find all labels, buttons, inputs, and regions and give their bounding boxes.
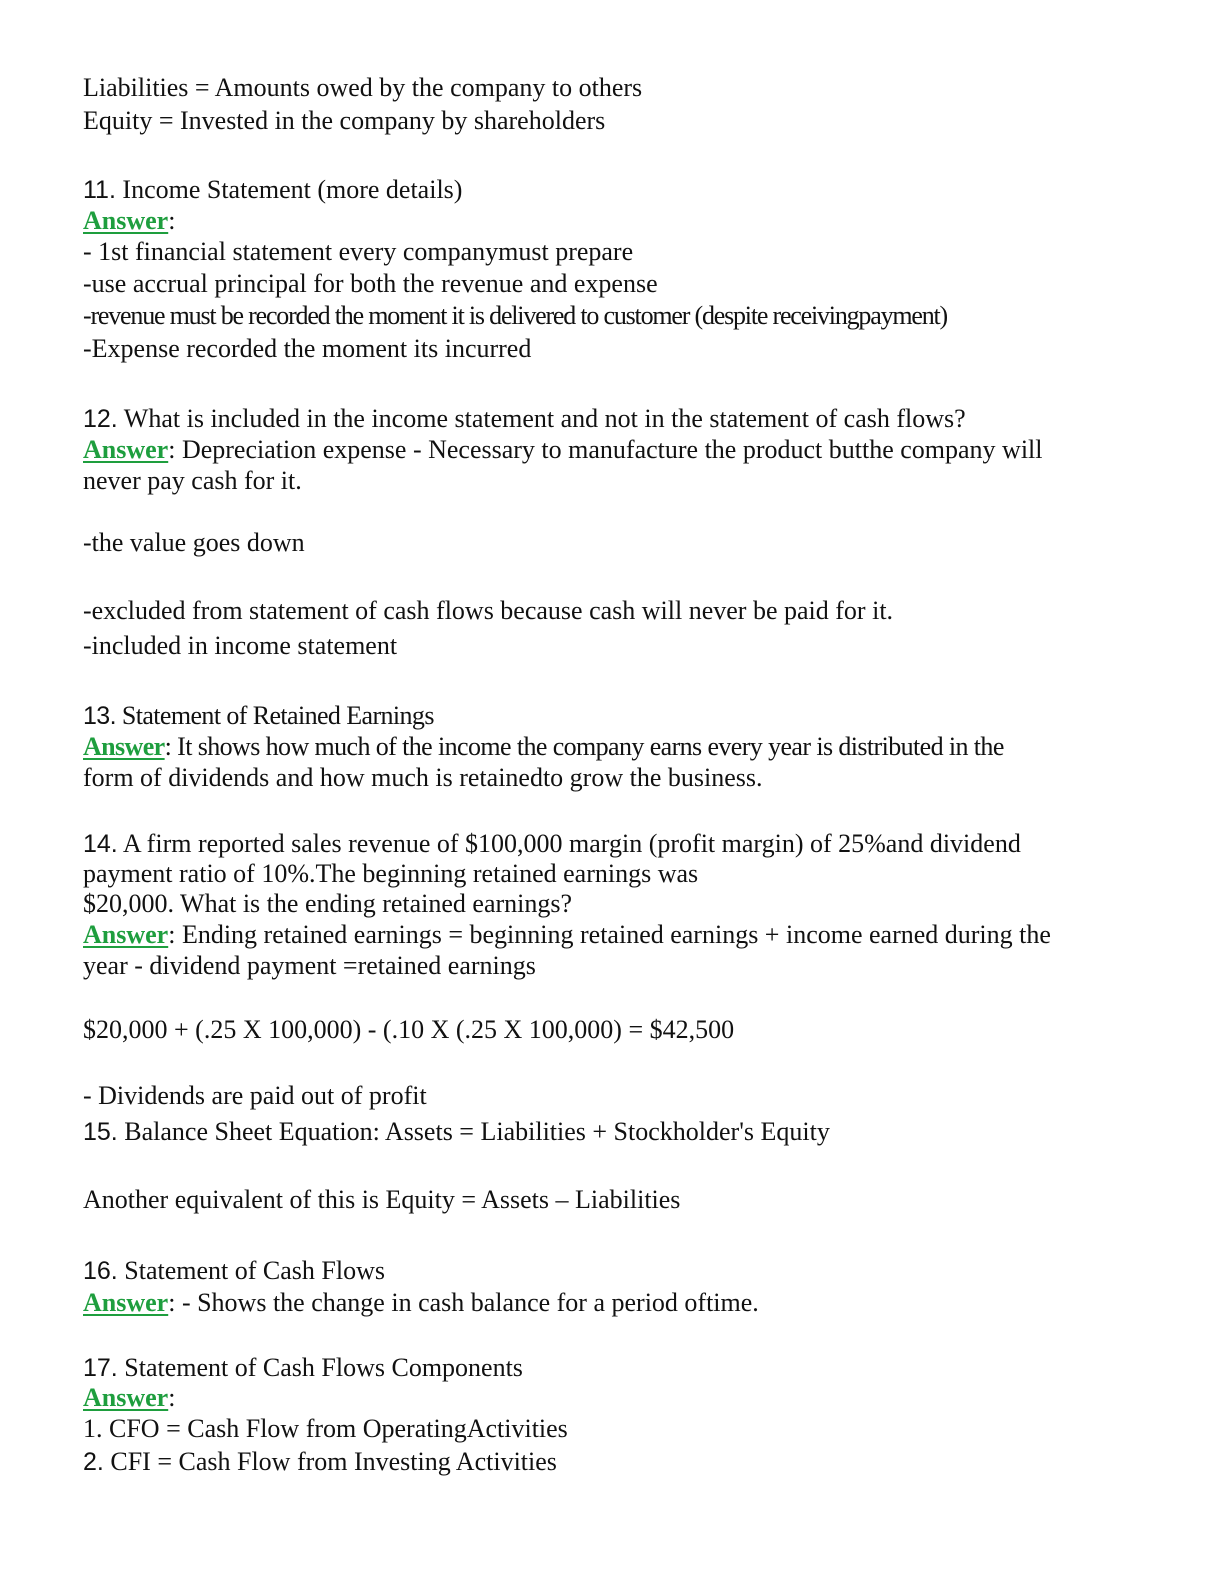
answer-16 <box>83 1287 759 1318</box>
question-title: Statement of Cash Flows <box>124 1256 385 1285</box>
answer-text: : <box>168 1383 176 1412</box>
answer-11-point-3: -revenue must be recorded the moment it is delivered to customer (despite receivingpayment) <box>83 301 948 330</box>
answer-17-item-1 <box>83 1413 568 1444</box>
answer-13-continued: form of dividends and how much is retainedto grow the business. <box>83 763 763 792</box>
answer-12-note-2: -excluded from statement of cash flows because cash will never be paid for it. <box>83 596 894 625</box>
answer-12-continued: never pay cash for it. <box>83 466 302 495</box>
question-11 <box>83 174 462 206</box>
intro-liabilities-line: Liabilities = Amounts owed by the company to others <box>83 73 643 102</box>
answer-label: Answer <box>83 1288 169 1317</box>
question-title: A firm reported sales revenue of $100,000 margin (profit margin) of 25%and dividend <box>122 829 1021 858</box>
question-15-note: Another equivalent of this is Equity = Assets – Liabilities <box>83 1185 681 1214</box>
answer-text: : Depreciation expense - Necessary to manufacture the product butthe company will <box>168 435 1043 464</box>
item-number: 2. <box>83 1448 104 1476</box>
intro-equity-line: Equity = Invested in the company by shareholders <box>83 106 606 135</box>
answer-12-note-1: -the value goes down <box>83 528 305 557</box>
answer-label: Answer <box>83 435 169 464</box>
answer-14-formula: $20,000 + (.25 X 100,000) - (.10 X (.25 X 100,000) = $42,500 <box>83 1015 735 1044</box>
answer-12 <box>83 434 1043 465</box>
question-12 <box>83 403 966 435</box>
answer-13 <box>83 731 1004 762</box>
question-title: Balance Sheet Equation: Assets = Liabilities + Stockholder's Equity <box>124 1117 830 1146</box>
question-title: Statement of Retained Earnings <box>121 701 434 730</box>
question-17 <box>83 1352 523 1384</box>
question-number: 17. <box>83 1354 118 1382</box>
answer-label: Answer <box>83 732 165 761</box>
question-13 <box>83 700 434 732</box>
answer-17-item-2 <box>83 1446 557 1478</box>
answer-text: : - Shows the change in cash balance for a period oftime. <box>168 1288 759 1317</box>
item-text: CFO = Cash Flow from OperatingActivities <box>102 1414 568 1443</box>
question-16 <box>83 1255 385 1287</box>
question-number: 16. <box>83 1257 118 1285</box>
answer-text: : <box>168 206 176 235</box>
answer-11-point-4: -Expense recorded the moment its incurred <box>83 334 532 363</box>
question-number: 11. <box>83 176 116 204</box>
question-number: 13. <box>83 702 116 730</box>
answer-11-point-1: - 1st financial statement every companymust prepare <box>83 237 634 266</box>
question-title: Income Statement (more details) <box>122 175 463 204</box>
question-14 <box>83 828 1021 860</box>
question-14-line-3: $20,000. What is the ending retained earnings? <box>83 889 573 918</box>
answer-14 <box>83 919 1051 950</box>
answer-14-continued: year - dividend payment =retained earnings <box>83 951 536 980</box>
item-text: CFI = Cash Flow from Investing Activities <box>103 1447 557 1476</box>
question-14-line-2: payment ratio of 10%.The beginning retained earnings was <box>83 859 699 888</box>
item-number: 1. <box>83 1414 103 1443</box>
answer-12-note-3: -included in income statement <box>83 631 398 660</box>
answer-11-point-2: -use accrual principal for both the revenue and expense <box>83 269 658 298</box>
question-number: 12. <box>83 405 118 433</box>
answer-label: Answer <box>83 920 169 949</box>
question-15 <box>83 1116 830 1148</box>
answer-14-note: - Dividends are paid out of profit <box>83 1081 427 1110</box>
answer-label: Answer <box>83 206 169 235</box>
answer-text: : It shows how much of the income the company earns every year is distributed in the <box>164 732 1004 761</box>
answer-11 <box>83 205 175 236</box>
answer-label: Answer <box>83 1383 169 1412</box>
question-title: Statement of Cash Flows Components <box>124 1353 523 1382</box>
answer-17 <box>83 1382 175 1413</box>
question-number: 14. <box>83 830 118 858</box>
question-title: What is included in the income statement and not in the statement of cash flows? <box>123 404 966 433</box>
question-number: 15. <box>83 1118 118 1146</box>
answer-text: : Ending retained earnings = beginning retained earnings + income earned during the <box>168 920 1051 949</box>
